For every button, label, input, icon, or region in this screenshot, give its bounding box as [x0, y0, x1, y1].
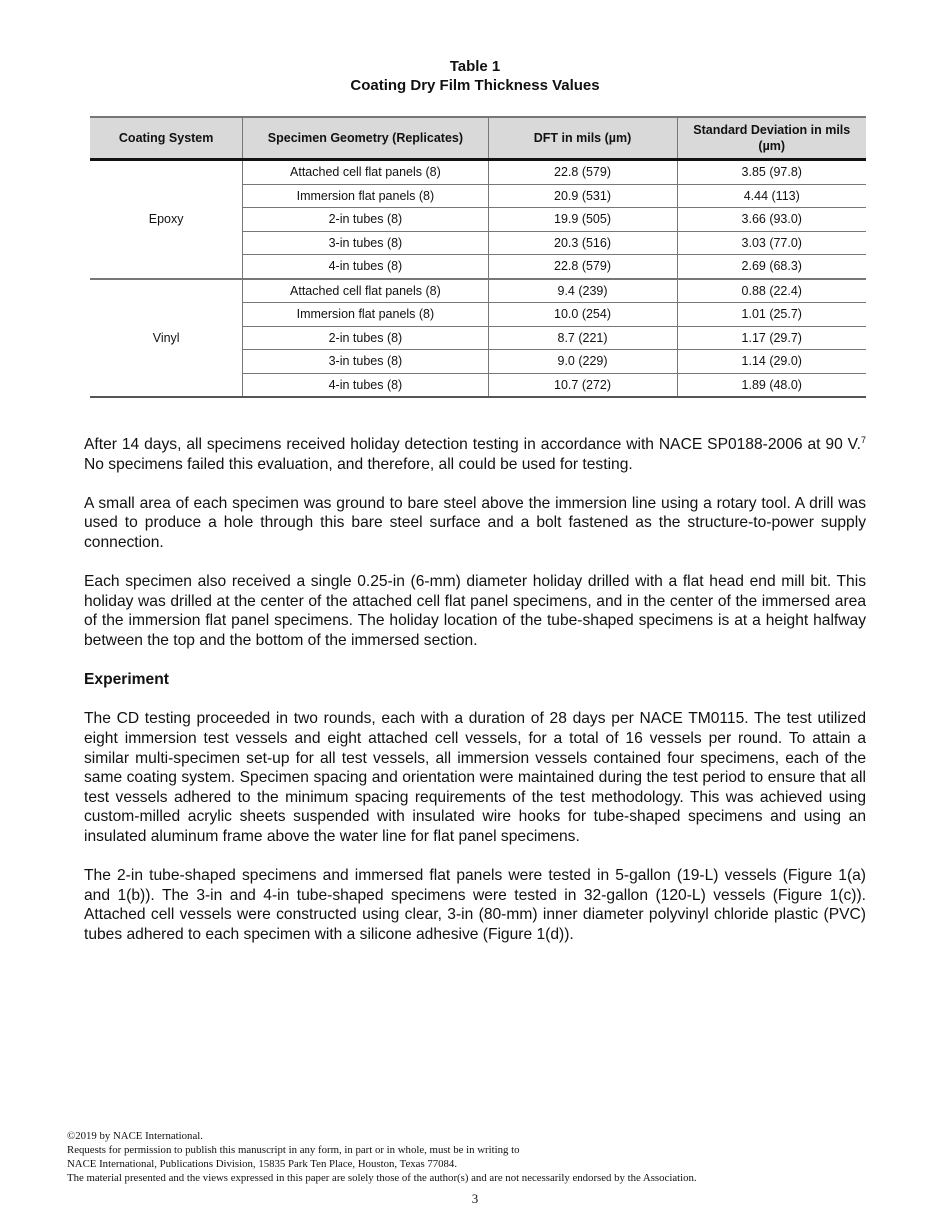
paragraph-vessels: The 2-in tube-shaped specimens and immersed flat panels were tested in 5-gallon (19-L) vessels (Figure 1(a) and 1(b)). The 3-in and 4-in tube-shaped specimens were tested in 32-gallon (120-L) vessels (Figure 1(c)). Attached cell vessels were constructed using clear, 3-in (80-mm) inner diameter polyvinyl chloride plastic (PVC) tubes adhered to each specimen with a silicone adhesive (Figure 1(d)). — [84, 867, 866, 943]
table-label: Table 1 — [449, 58, 501, 75]
footer-line: The material presented and the views expressed in this paper are solely those of the author(s) and are not necessarily endorsed by the Association. — [67, 1172, 697, 1184]
dft-cell: 9.0 (229) — [488, 350, 677, 374]
dft-cell: 10.7 (272) — [488, 373, 677, 397]
geometry-cell: 2-in tubes (8) — [243, 326, 488, 350]
dft-cell: 20.3 (516) — [488, 231, 677, 255]
header-specimen-geometry: Specimen Geometry (Replicates) — [243, 117, 488, 160]
geometry-cell: Attached cell flat panels (8) — [243, 160, 488, 185]
sd-cell: 1.17 (29.7) — [677, 326, 866, 350]
header-dft: DFT in mils (µm) — [488, 117, 677, 160]
paragraph-cd-testing: The CD testing proceeded in two rounds, each with a duration of 28 days per NACE TM0115. The test utilized eight immersion test vessels and eight attached cell vessels, for a total of 16 vessels per round. To attain a similar multi-specimen set-up for all test vessels, all immersion vessels contained four specimens, each of the same coating system. Specimen spacing and orientation were maintained during the test period to ensure that all test vessels adhered to the minimum spacing requirements of the test methodology. This was achieved using custom-milled acrylic sheets suspended with insulated wire hooks for tube-shaped specimens and using an insulated aluminum frame above the water line for flat panel specimens. — [84, 710, 866, 845]
copyright-footer — [67, 1129, 697, 1185]
dft-cell: 22.8 (579) — [488, 160, 677, 185]
body-text — [84, 435, 866, 964]
header-coating-system: Coating System — [90, 117, 243, 160]
coating-group-vinyl: Vinyl — [90, 279, 243, 398]
geometry-cell: 4-in tubes (8) — [243, 373, 488, 397]
sd-cell: 1.01 (25.7) — [677, 303, 866, 327]
sd-cell: 3.66 (93.0) — [677, 208, 866, 232]
sd-cell: 3.85 (97.8) — [677, 160, 866, 185]
geometry-cell: 3-in tubes (8) — [243, 231, 488, 255]
footer-line: ©2019 by NACE International. — [67, 1130, 203, 1142]
paragraph-text: No specimens failed this evaluation, and therefore, all could be used for testing. — [84, 455, 633, 473]
dft-cell: 20.9 (531) — [488, 184, 677, 208]
sd-cell: 4.44 (113) — [677, 184, 866, 208]
sd-cell: 2.69 (68.3) — [677, 255, 866, 279]
coating-group-epoxy: Epoxy — [90, 160, 243, 279]
geometry-cell: Immersion flat panels (8) — [243, 303, 488, 327]
section-heading-experiment: Experiment — [84, 671, 169, 689]
sd-cell: 0.88 (22.4) — [677, 279, 866, 303]
table-title: Coating Dry Film Thickness Values — [350, 77, 600, 94]
table-row — [90, 160, 866, 185]
citation-superscript: 7 — [860, 434, 866, 445]
dft-cell: 10.0 (254) — [488, 303, 677, 327]
sd-cell: 1.14 (29.0) — [677, 350, 866, 374]
page-number: 3 — [471, 1191, 479, 1206]
table-caption — [0, 57, 950, 95]
dft-cell: 22.8 (579) — [488, 255, 677, 279]
dft-cell: 9.4 (239) — [488, 279, 677, 303]
geometry-cell: Attached cell flat panels (8) — [243, 279, 488, 303]
paragraph-holiday-detection — [84, 435, 866, 474]
paragraph-ground-steel: A small area of each specimen was ground to bare steel above the immersion line using a rotary tool. A drill was used to produce a hole through this bare steel surface and a bolt fastened as the structure-to-power supply connection. — [84, 494, 866, 551]
sd-cell: 3.03 (77.0) — [677, 231, 866, 255]
table-row — [90, 279, 866, 303]
footer-line: Requests for permission to publish this manuscript in any form, in part or in whole, must be in writing to — [67, 1144, 520, 1156]
geometry-cell: 3-in tubes (8) — [243, 350, 488, 374]
dft-cell: 8.7 (221) — [488, 326, 677, 350]
paragraph-holiday-drilling: Each specimen also received a single 0.25-in (6-mm) diameter holiday drilled with a flat head end mill bit. This holiday was drilled at the center of the attached cell flat panel specimens, and in the center of the immersed area of the immersion flat panel specimens. The holiday location of the tube-shaped specimens is at a height halfway between the top and the bottom of the immersed section. — [84, 573, 866, 649]
table-header-row — [90, 117, 866, 160]
header-std-dev: Standard Deviation in mils (µm) — [677, 117, 866, 160]
paragraph-text: After 14 days, all specimens received holiday detection testing in accordance with NACE SP0188-2006 at 90 V. — [84, 436, 861, 453]
geometry-cell: Immersion flat panels (8) — [243, 184, 488, 208]
dft-cell: 19.9 (505) — [488, 208, 677, 232]
footer-line: NACE International, Publications Division, 15835 Park Ten Place, Houston, Texas 77084. — [67, 1158, 458, 1170]
geometry-cell: 4-in tubes (8) — [243, 255, 488, 279]
geometry-cell: 2-in tubes (8) — [243, 208, 488, 232]
sd-cell: 1.89 (48.0) — [677, 373, 866, 397]
dft-table — [90, 116, 866, 398]
